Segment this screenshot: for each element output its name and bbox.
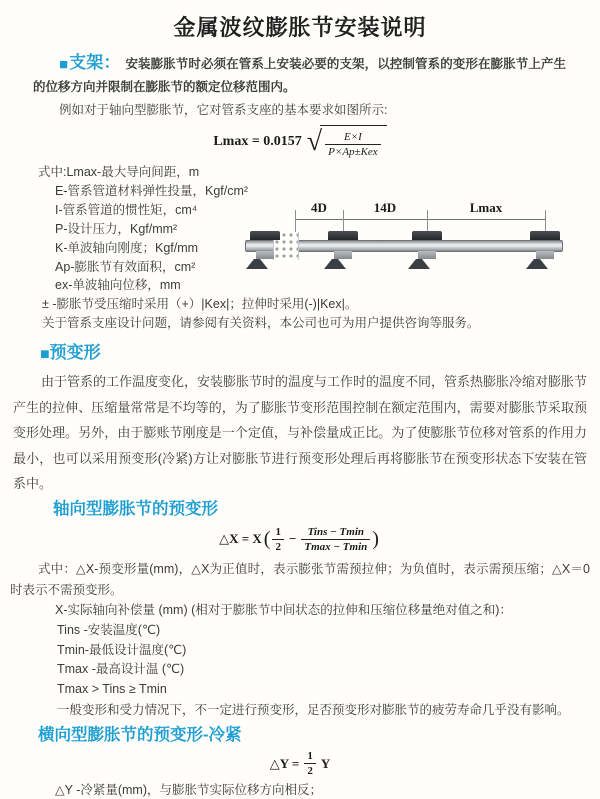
definition-line: Ap-膨胀节有效面积，cm²: [55, 259, 196, 274]
section-bullet-icon: ■: [59, 56, 69, 73]
formula-lmax: [0, 125, 600, 159]
dim-label-lmax: Lmax: [469, 200, 503, 215]
one-half-fraction: $\frac{1}{2}$: [304, 749, 316, 779]
section-bullet-icon: ■: [40, 346, 50, 364]
predeform-paragraph: 由于管系的工作温度变化，安装膨胀节时的温度与工作时的温度不同，管系热膨胀冷缩对膨胀节产生的拉伸、压缩量常常是不均等的，为了膨胀节变形范围控制在额定范围内，需要对膨胀节采取预变形处理。另外，由于膨账节刚度是一个定值，与补偿量成正比。为了使膨胀节位移对管系的作用力最小，也可以采用预变形(冷紧)方让对膨胀节进行预变形处理后再将膨胀节在预变形状态下安装在管系中。: [13, 374, 588, 491]
definition-line: I-管系管道的惯性矩，cm⁴: [55, 202, 198, 217]
formula-dy-post: Y: [320, 755, 331, 771]
pipe-support-diagram: [245, 198, 600, 304]
formula-lmax-denominator: P×Ap±Kex: [325, 144, 381, 159]
dim-label-4d: 4D: [311, 200, 327, 215]
support-example-line: 例如对于轴向型膨胀节，它对管系支座的基本要求如图所示:: [59, 103, 388, 117]
radical-body: [320, 125, 387, 160]
pipe-support-pedestal: [243, 231, 287, 271]
plus-minus-rule-line: ± -膨胀节受压缩时采用（+）|Kex|；拉伸时采用(-)|Kex|。: [42, 297, 358, 312]
radical: [307, 125, 387, 160]
axial-explain-line: 式中：△X-预变形量(mm)，△X为正值时，表示膨张节需预拉伸；为负值时，表示需预压缩；△X＝0时表示不需预变形。: [10, 562, 590, 597]
temp-definition-line: Tins -安装温度(℃): [57, 622, 161, 637]
page-title: 金属波纹膨胀节安装说明: [173, 15, 427, 40]
support-note-line: 关于管系支座设计问题，请参阅有关资料，本公司也可为用户提供咨询等服务。: [42, 316, 480, 331]
temperature-fraction: $\frac{\text{Tins − Tmin}}{Tmax - Tmin}$: [301, 525, 370, 555]
pipe-support-pedestal: [523, 231, 567, 271]
left-paren: (: [263, 527, 271, 550]
definition-line: E-管系管道材料弹性投量，Kgf/cm²: [55, 183, 249, 198]
right-paren: ): [372, 527, 379, 550]
axial-note-line: 一般变形和受力情况下，不一定进行预变形，足否预变形对膨胀节的疲劳寿命几乎没有影响。: [57, 703, 570, 718]
predeform-section-heading: [40, 342, 600, 365]
radical-sign-icon: √: [306, 126, 323, 158]
formula-delta-x: [0, 523, 600, 555]
axial-subsection-heading: 轴向型膨胀节的预变形: [53, 500, 218, 519]
dim-label-14d: 14D: [373, 200, 397, 215]
temp-definition-line: Tmax > Tins ≥ Tmin: [57, 682, 167, 697]
pipe-support-pedestal: [405, 231, 449, 271]
minus-sign: −: [288, 531, 297, 547]
definitions-block: [0, 163, 600, 333]
dimension-line: [295, 219, 545, 220]
definition-line: P-设计压力，Kgf/mm²: [55, 221, 178, 236]
formula-dy-pre: △Y =: [269, 755, 300, 771]
temp-definition-line: Tmin-最低设计温度(℃): [57, 642, 187, 657]
predeform-heading-text: 预变形: [49, 343, 101, 363]
lateral-explain-line: △Y -冷紧量(mm)，与膨胀节实际位移方向相反；: [55, 782, 323, 797]
one-half-fraction: $\frac{1}{2}$: [272, 525, 284, 555]
axial-x-definition: X-实际轴向补偿量 (mm) (相对于膨胀节中间状态的拉伸和压缩位移量绝对值之和)：: [55, 603, 512, 618]
formula-lmax-numerator: E×I: [344, 130, 362, 143]
formula-lmax-lhs: Lmax = 0.0157: [213, 134, 302, 149]
definition-line: ex-单波轴向位移，mm: [55, 278, 181, 293]
support-section-intro: [33, 52, 566, 98]
definition-line: 式中:Lmax-最大导向间距，m: [38, 165, 200, 179]
support-intro-text: 安装膨胀节时必须在管系上安装必要的支架，以控制管系的变形在膨胀节上产生的位移方向并限制在膨胀节的额定位移范围内。: [33, 57, 567, 94]
definition-line: K-单波轴向刚度；Kgf/mm: [55, 240, 199, 255]
lateral-subsection-heading: 横向型膨胀节的预变形-冷紧: [38, 725, 242, 744]
pipe-support-pedestal: [321, 231, 365, 271]
support-section-heading: 支架：: [69, 53, 121, 72]
formula-dx-pre: △X = X: [219, 531, 262, 547]
formula-delta-y: [0, 751, 600, 777]
formula-lmax-fraction: [325, 130, 381, 160]
temp-definition-line: Tmax -最高设计温 (℃): [57, 662, 185, 677]
